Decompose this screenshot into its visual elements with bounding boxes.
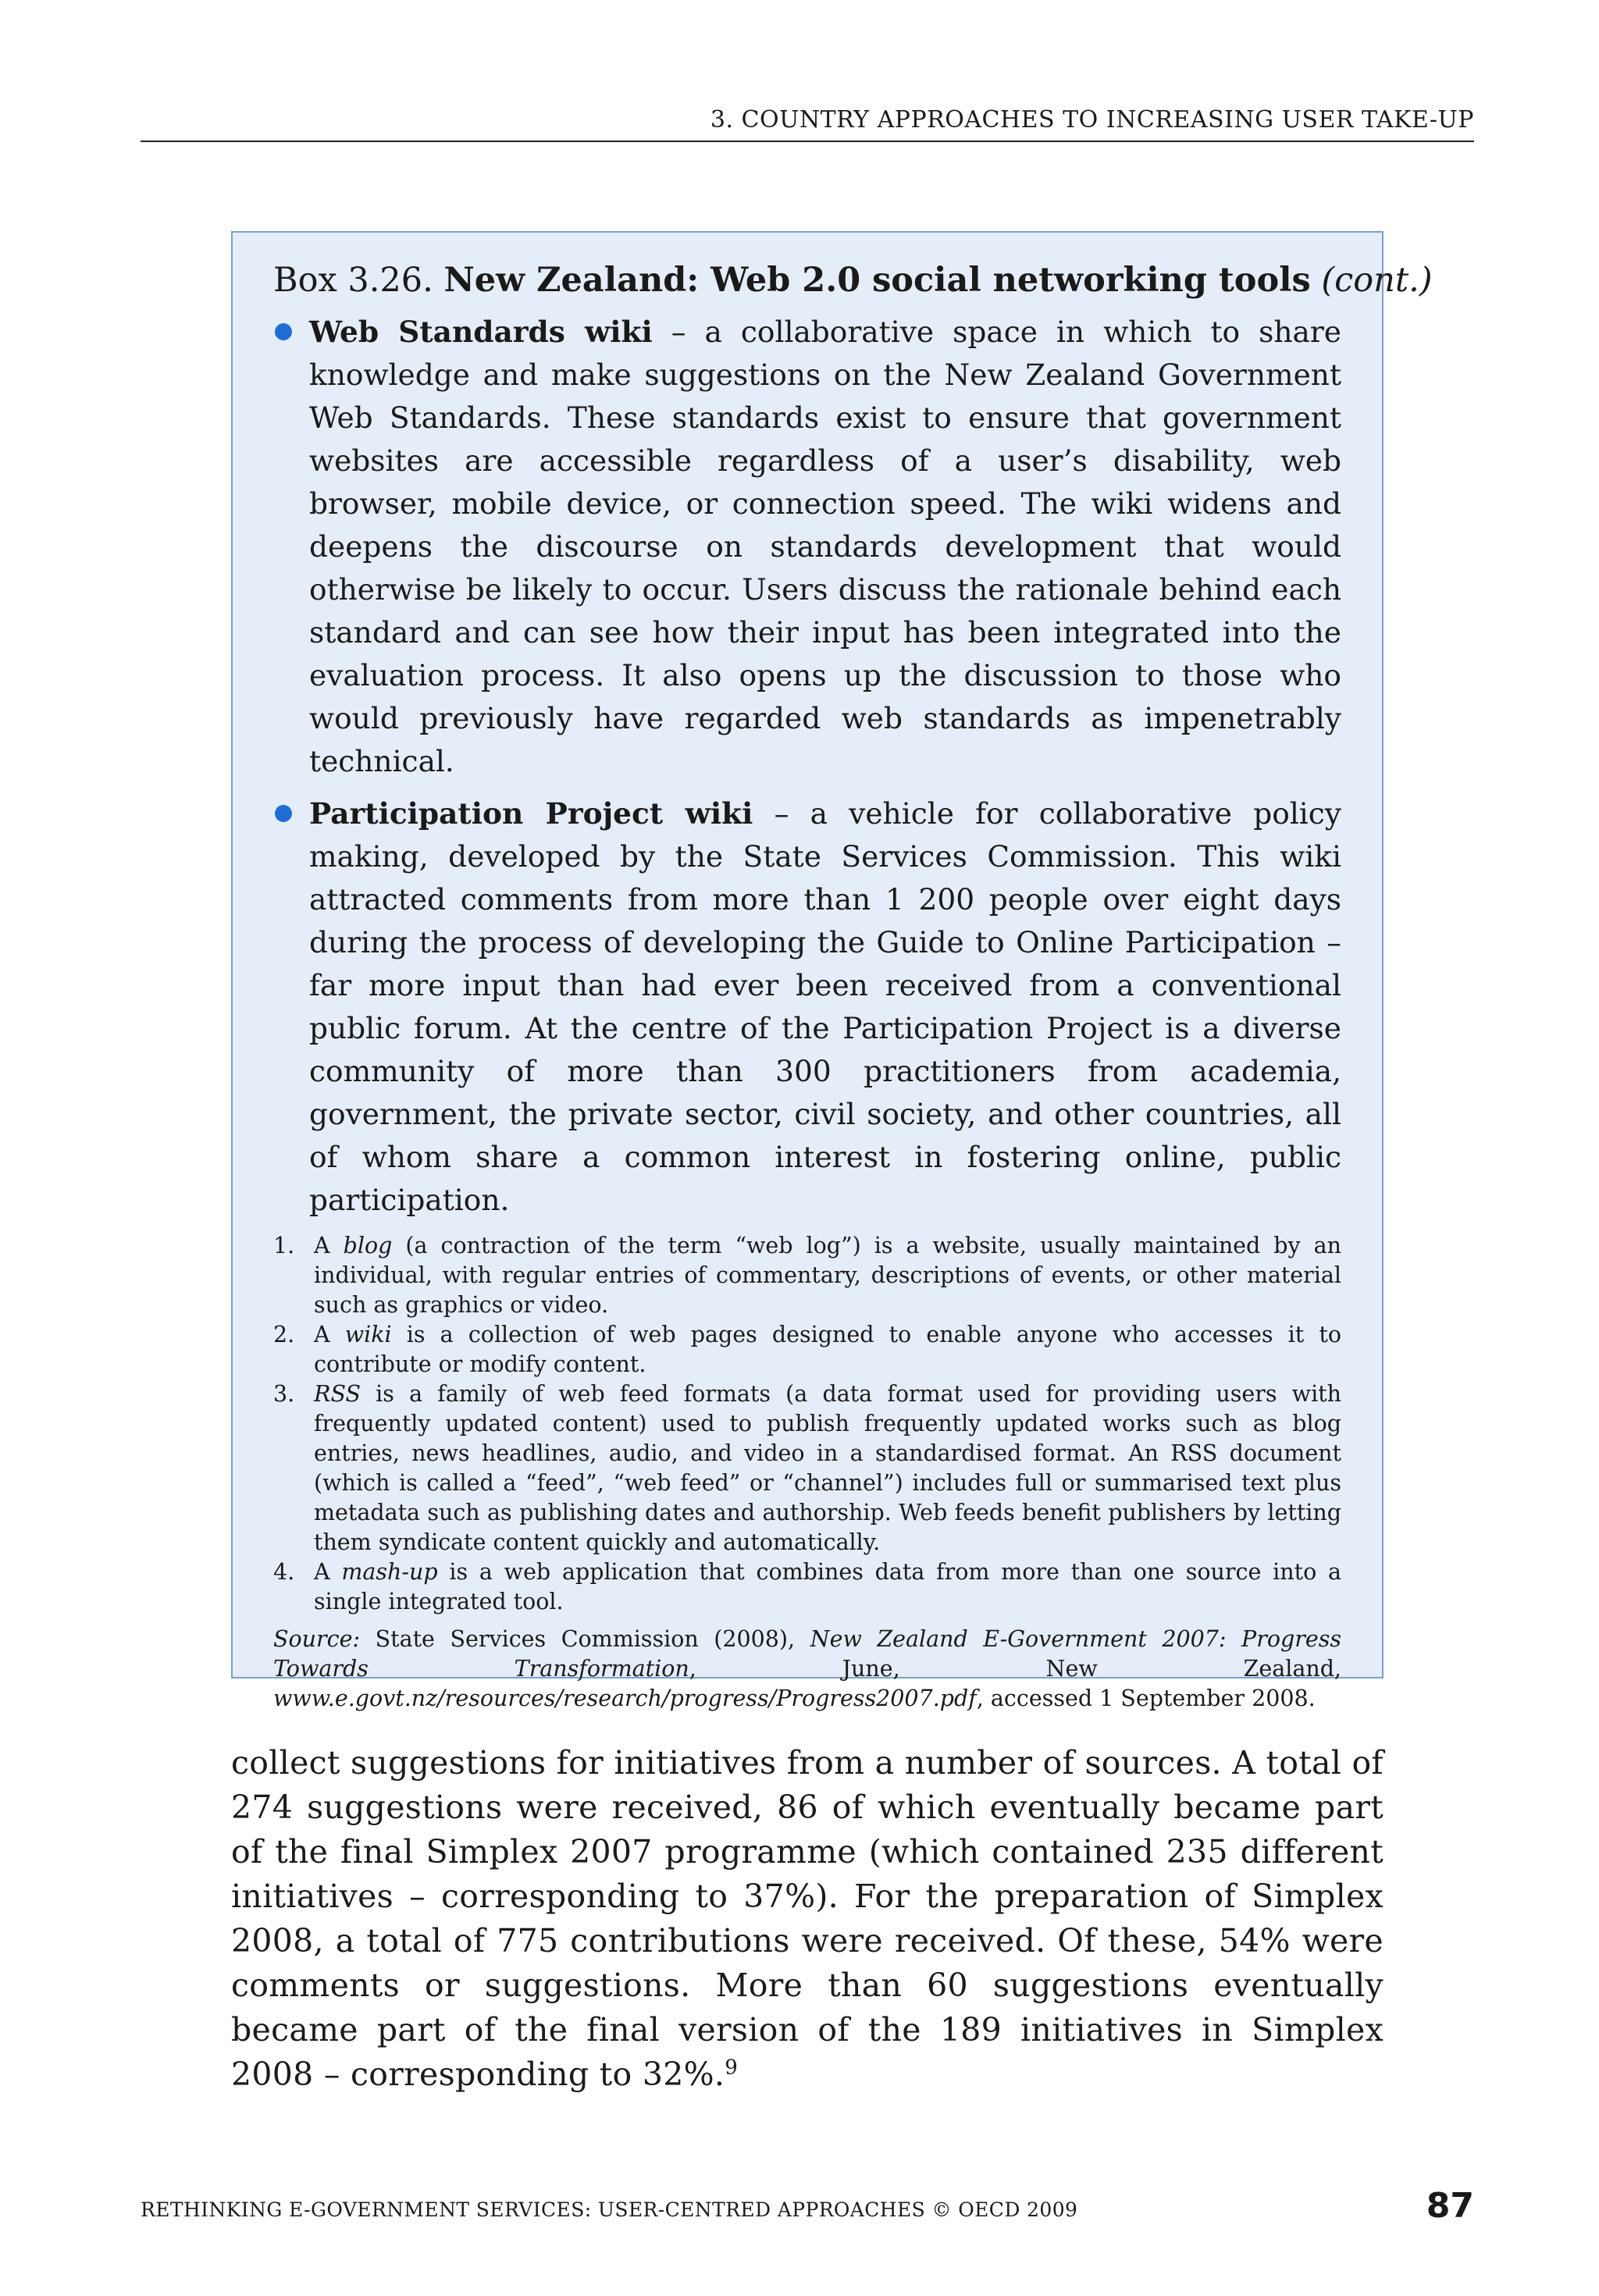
box-3-26 xyxy=(231,231,1433,1711)
box-title-text: New Zealand: Web 2.0 social networking tools xyxy=(443,261,1311,300)
bullet-term: Web Standards wiki xyxy=(309,315,653,349)
source-url: www.e.govt.nz/resources/research/progress/Progress2007.pdf xyxy=(273,1686,977,1711)
box-title xyxy=(273,261,1433,300)
note-number: 1. xyxy=(273,1233,295,1258)
note-term: RSS xyxy=(314,1381,361,1407)
header-rule xyxy=(141,141,1474,142)
bullet-text: – a collaborative space in which to share knowledge and make suggestions on the New Zealand Government Web Standards. These standards exist to ensure that government websites are accessible regardless of a user’s disability, web browser, mobile device, or connection speed. The wiki widens and deepens the discourse on standards development that would otherwise be likely to occur. Users discuss the rationale behind each standard and can see how their input has been integrated into the evaluation process. It also opens up the discussion to those who would previously have regarded web standards as impenetrably technical. xyxy=(309,315,1341,778)
running-head: 3. COUNTRY APPROACHES TO INCREASING USER TAKE-UP xyxy=(710,106,1474,133)
body-text: collect suggestions for initiatives from a number of sources. A total of 274 suggestions were received, 86 of which eventually became part of the final Simplex 2007 programme (which contained 235 different initiatives – corresponding to 37%). For the preparation of Simplex 2008, a total of 775 contributions were received. Of these, 54% were comments or suggestions. More than 60 suggestions eventually became part of the final version of the 189 initiatives in Simplex 2008 – corresponding to 32%. xyxy=(231,1744,1384,2093)
box-source xyxy=(273,1625,1341,1714)
footnote-ref: 9 xyxy=(725,2056,739,2080)
note-3 xyxy=(273,1379,1341,1557)
note-pre: A xyxy=(314,1233,344,1258)
box-notes xyxy=(273,1231,1341,1617)
note-number: 4. xyxy=(273,1559,295,1585)
bullet-dot-icon xyxy=(275,323,292,340)
bullet-web-standards-wiki xyxy=(273,311,1341,783)
box-cont: (cont.) xyxy=(1321,261,1433,300)
note-pre: A xyxy=(314,1322,345,1347)
note-term: mash-up xyxy=(341,1559,438,1585)
note-pre: A xyxy=(314,1559,342,1585)
source-pre: State Services Commission (2008), xyxy=(360,1626,810,1652)
box-number: Box 3.26. xyxy=(273,261,433,300)
note-4 xyxy=(273,1557,1341,1617)
bullet-term: Participation Project wiki xyxy=(309,796,753,831)
source-mid: , June, New Zealand, xyxy=(689,1656,1341,1682)
source-label: Source: xyxy=(273,1626,361,1652)
note-term: blog xyxy=(343,1233,393,1258)
note-number: 3. xyxy=(273,1381,295,1407)
bullet-text: – a vehicle for collaborative policy making, developed by the State Services Commission. This wiki attracted comments from more than 1 200 people over eight days during the process of developing the Guide to Online Participation – far more input than had ever been received from a conventional public forum. At the centre of the Participation Project is a diverse community of more than 300 practitioners from academia, government, the private sector, civil society, and other countries, all of whom share a common interest in fostering online, public participation. xyxy=(309,796,1341,1217)
note-text: is a collection of web pages designed to enable anyone who accesses it to contribute or modify content. xyxy=(314,1322,1341,1377)
source-publication: New Zealand E-Government 2007: Progress Towards Transformation xyxy=(273,1626,1341,1682)
note-number: 2. xyxy=(273,1322,295,1347)
note-term: wiki xyxy=(344,1322,392,1347)
footer-publication: RETHINKING E-GOVERNMENT SERVICES: USER-CENTRED APPROACHES © OECD 2009 xyxy=(141,2198,1078,2221)
page-number: 87 xyxy=(1426,2186,1474,2226)
note-text: is a family of web feed formats (a data format used for providing users with frequently updated content) used to publish frequently updated works such as blog entries, news headlines, audio, and video in a standardised format. An RSS document (which is called a “feed”, “web feed” or “channel”) includes full or summarised text plus metadata such as publishing dates and authorship. Web feeds benefit publishers by letting them syndicate content quickly and automatically. xyxy=(314,1381,1341,1555)
note-2 xyxy=(273,1320,1341,1379)
body-paragraph xyxy=(231,1741,1384,2097)
note-text: (a contraction of the term “web log”) is a website, usually maintained by an individual, with regular entries of commentary, descriptions of events, or other material such as graphics or video. xyxy=(314,1233,1341,1318)
bullet-participation-project-wiki xyxy=(273,792,1341,1222)
source-post: , accessed 1 September 2008. xyxy=(976,1686,1316,1711)
note-1 xyxy=(273,1231,1341,1320)
bullet-dot-icon xyxy=(275,805,292,822)
note-text: is a web application that combines data from more than one source into a single integrated tool. xyxy=(314,1559,1341,1614)
